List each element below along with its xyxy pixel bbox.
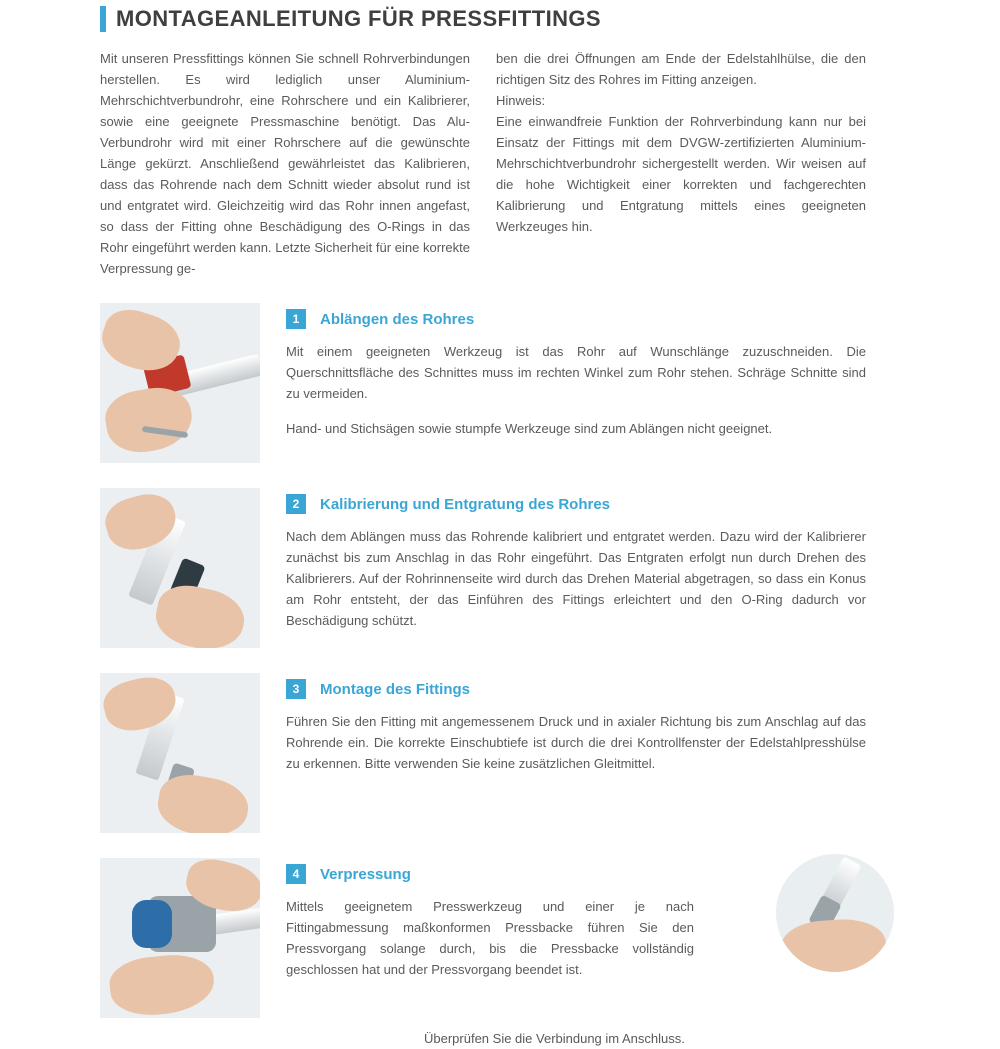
intro-paragraph-left: Mit unseren Pressfittings können Sie schnell Rohrverbindungen herstellen. Es wird lediglich unser Aluminium-Mehrschichtverbundrohr, eine Rohrschere und ein Kalibrierer, sowie eine geeignete Pressmaschine benötigt. Das Alu-Verbundrohr wird mit einer Rohrschere auf die gewünschte Länge gekürzt. Anschließend gewährleistet das Kalibrieren, dass das Rohrende nach dem Schnitt wieder absolut rund ist und entgratet wird. Gleichzeitig wird das Rohr innen angefast, so dass der Fitting ohne Beschädigung des O-Rings in das Rohr eingeführt werden kann. Letzte Sicherheit für eine korrekte Verpressung ge-: [100, 51, 470, 276]
step-1-header: [286, 309, 866, 329]
step-3-paragraph-1: Führen Sie den Fitting mit angemessenem Druck und in axialer Richtung bis zum Anschlag auf das Rohrende ein. Die korrekte Einschubtiefe ist durch die drei Kontrollfenster der Edelstahlpresshülse zu erkennen. Bitte verwenden Sie keine zusätzlichen Gleitmittel.: [286, 714, 866, 771]
hand-graphic: [151, 580, 250, 648]
step-3-number: 3: [286, 679, 306, 699]
hand-graphic: [780, 916, 888, 972]
step-1-number: 1: [286, 309, 306, 329]
step-4: [100, 858, 866, 1018]
note-text: Eine einwandfreie Funktion der Rohrverbindung kann nur bei Einsatz der Fittings mit dem DVGW-zertifizierten Aluminium-Mehrschichtverbundrohr sichergestellt werden. Wir weisen auf die hohe Wichtigkeit einer korrekten und fachgerechten Kalibrierung und Entgratung mittels eines geeigneten Werkzeuges hin.: [496, 114, 866, 234]
intro-section: [100, 48, 866, 279]
step-1-title: Ablängen des Rohres: [320, 310, 475, 328]
step-1: [100, 303, 866, 463]
step-4-photo: [100, 858, 260, 1018]
step-4-paragraph-1: Mittels geeignetem Presswerkzeug und einer je nach Fittingabmessung maßkonformen Pressbacke führen Sie den Pressvorgang solange durch, bis die Pressbacke vollständig geschlossen hat und der Pressvorgang beendet ist.: [286, 899, 694, 977]
step-4-title: Verpressung: [320, 865, 411, 883]
step-2: [100, 488, 866, 648]
page-title-text: MONTAGEANLEITUNG FÜR PRESSFITTINGS: [116, 6, 601, 31]
title-accent-bar: [100, 6, 106, 32]
step-4-closing-text: Überprüfen Sie die Verbindung im Anschluss.: [424, 1031, 685, 1046]
press-jaw-graphic: [132, 900, 172, 948]
intro-column-right: [496, 48, 866, 279]
step-2-paragraph-1: Nach dem Ablängen muss das Rohrende kalibriert und entgratet werden. Dazu wird der Kalibrierer zunächst bis zum Anschlag in das Rohr eingeführt. Das Entgraten erfolgt nun durch Drehen des Kalibrierers. Auf der Rohrinnenseite wird durch das Drehen Material abgetragen, so dass ein Konus am Rohr entsteht, der das Einführen des Fittings erleichtert und den O-Ring dadurch vor Beschädigung schützt.: [286, 529, 866, 628]
pressed-fitting-inset-photo: [776, 854, 894, 972]
step-4-number: 4: [286, 864, 306, 884]
step-3-photo: [100, 673, 260, 833]
step-1-paragraph-2: Hand- und Stichsägen sowie stumpfe Werkzeuge sind zum Ablängen nicht geeignet.: [286, 421, 773, 436]
step-2-header: [286, 494, 866, 514]
hand-graphic: [154, 770, 253, 833]
step-4-body: [286, 858, 866, 1018]
step-1-body: [286, 303, 866, 463]
hand-graphic: [107, 951, 216, 1018]
step-4-header: [286, 864, 866, 884]
step-3-title: Montage des Fittings: [320, 680, 470, 698]
document-page: [0, 6, 1000, 1046]
step-3-header: [286, 679, 866, 699]
page-title: [100, 6, 1000, 32]
intro-paragraph-right: ben die drei Öffnungen am Ende der Edelstahlhülse, die den richtigen Sitz des Rohres im Fitting anzeigen.: [496, 51, 866, 87]
step-2-number: 2: [286, 494, 306, 514]
step-2-body: [286, 488, 866, 648]
step-3-body: [286, 673, 866, 833]
note-label: Hinweis:: [496, 93, 546, 108]
step-3: [100, 673, 866, 833]
intro-column-left: [100, 48, 470, 279]
step-1-photo: [100, 303, 260, 463]
step-2-photo: [100, 488, 260, 648]
step-1-paragraph-1: Mit einem geeigneten Werkzeug ist das Rohr auf Wunschlänge zuzuschneiden. Die Querschnittsfläche des Schnittes muss im rechten Winkel zum Rohr stehen. Schräge Schnitte sind zu vermeiden.: [286, 344, 866, 401]
step-2-title: Kalibrierung und Entgratung des Rohres: [320, 495, 611, 513]
